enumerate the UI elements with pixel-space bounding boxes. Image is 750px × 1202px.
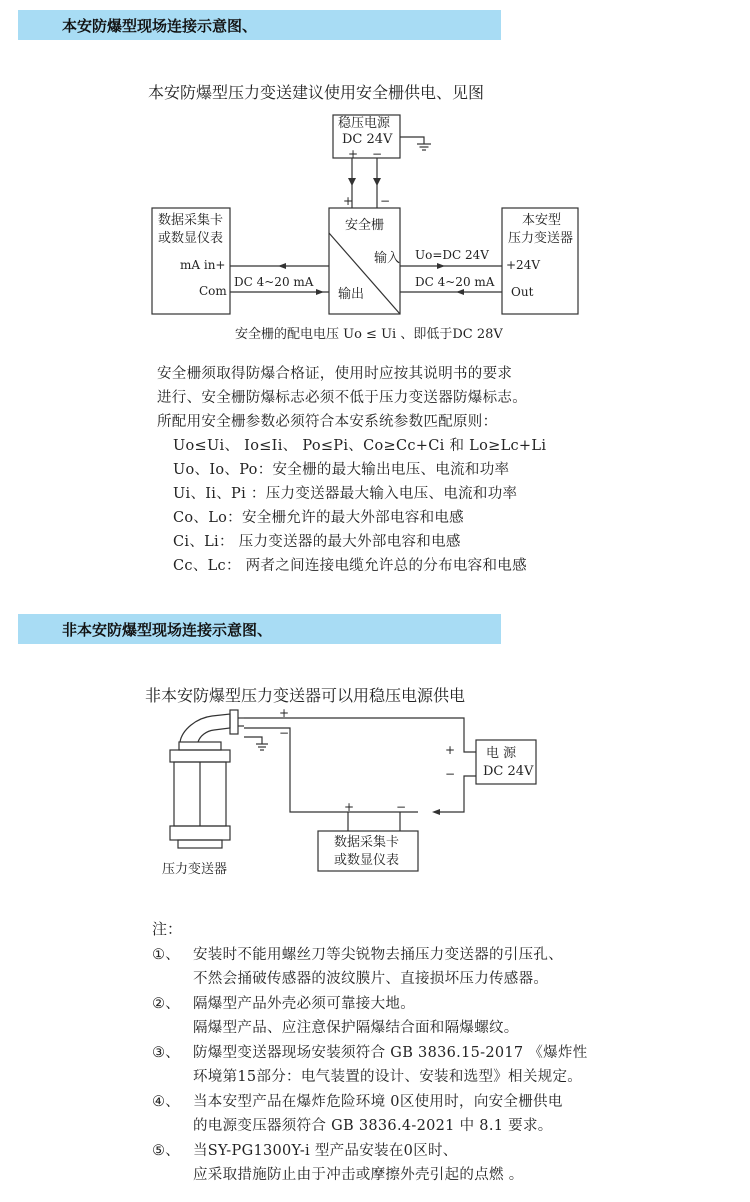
power-box-line2: DC 24V (342, 132, 393, 147)
notes-title: 注： (152, 920, 183, 938)
power2-minus: − (445, 767, 456, 781)
sensor-label: 压力变送器 (162, 862, 228, 877)
section2-heading: 非本安防爆型现场连接示意图、 (62, 621, 273, 639)
transmitter-box-line1: 本安型 (522, 213, 562, 228)
sensor-minus: − (279, 726, 290, 740)
note-number: ⑤、 (152, 1143, 181, 1159)
barrier-in-label: 输入 (374, 251, 401, 266)
dc-label-left: DC 4~20 mA (234, 275, 314, 289)
daq2-line2: 或数显仪表 (334, 853, 400, 868)
power-box-line1: 稳压电源 (338, 116, 391, 131)
note-line: 不然会捅破传感器的波纹膜片、直接损坏压力传感器。 (193, 971, 549, 987)
section1-banner (18, 10, 501, 40)
barrier-label: 安全栅 (345, 218, 385, 233)
wire-minus-to-daq (244, 728, 418, 812)
daq-box-line1: 数据采集卡 (158, 213, 224, 228)
daq-box-line2: 或数显仪表 (158, 231, 224, 246)
note-line: 的电源变压器须符合 GB 3836.4-2021 中 8.1 要求。 (193, 1118, 553, 1134)
section1-heading: 本安防爆型现场连接示意图、 (62, 17, 258, 35)
param-line: Ui、Ii、Pi ：压力变送器最大输入电压、电流和功率 (173, 486, 518, 502)
note-number: ③、 (152, 1045, 181, 1061)
param-line: Co、Lo：安全栅允许的最大外部电容和电感 (173, 510, 464, 526)
param-line: Uo≤Ui、 Io≤Ii、 Po≤Pi、Co≥Cc+Ci 和 Lo≥Lc+Li (173, 438, 547, 454)
wire-power-minus (440, 776, 476, 812)
section2-intro: 非本安防爆型压力变送器可以用稳压电源供电 (145, 686, 466, 705)
transmitter-box-line2: 压力变送器 (508, 231, 574, 246)
param-line: Ci、Li： 压力变送器的最大外部电容和电感 (173, 534, 461, 550)
power-plus: + (348, 147, 359, 161)
paragraph-line: 安全栅须取得防爆合格证，使用时应按其说明书的要求 (157, 366, 513, 382)
daq-ma-in: mA in+ (180, 258, 226, 272)
note-number: ②、 (152, 996, 181, 1012)
note-line: 当SY-PG1300Y-i 型产品安装在0区时、 (193, 1143, 458, 1159)
note-number: ④、 (152, 1094, 181, 1110)
note-line: 隔爆型产品、应注意保护隔爆结合面和隔爆螺纹。 (193, 1020, 519, 1036)
paragraph-line: 进行、安全栅防爆标志必须不低于压力变送器防爆标志。 (157, 390, 527, 406)
daq2-line1: 数据采集卡 (334, 835, 400, 850)
section2-banner (18, 614, 501, 644)
note-line: 隔爆型产品外壳必须可靠接大地。 (193, 996, 415, 1012)
note-line: 防爆型变送器现场安装须符合 GB 3836.15-2017 《爆炸性 (193, 1045, 588, 1061)
param-line: Uo、Io、Po：安全栅的最大输出电压、电流和功率 (173, 462, 510, 478)
power2-plus: + (445, 743, 456, 757)
param-line: Cc、Lc： 两者之间连接电缆允许总的分布电容和电感 (173, 558, 527, 574)
daq2-plus: + (344, 800, 355, 814)
dc-label-right: DC 4~20 mA (415, 275, 495, 289)
note-line: 安装时不能用螺丝刀等尖锐物去捅压力变送器的引压孔、 (193, 947, 563, 963)
uo-label: Uo=DC 24V (415, 248, 489, 262)
daq2-minus: − (396, 800, 407, 814)
paragraph-line: 所配用安全栅参数必须符合本安系统参数匹配原则： (157, 414, 498, 430)
section1-intro: 本安防爆型压力变送建议使用安全栅供电、见图 (148, 83, 485, 102)
power2-line2: DC 24V (483, 764, 534, 779)
note-line: 环境第15部分：电气装置的设计、安装和选型》相关规定。 (193, 1069, 583, 1085)
power-minus: − (372, 147, 383, 161)
sensor-plus: + (279, 706, 290, 720)
note-line: 当本安型产品在爆炸危险环境 0区使用时，向安全栅供电 (193, 1094, 563, 1110)
diagram1-caption: 安全栅的配电电压 Uo ≤ Ui 、即低于DC 28V (235, 327, 503, 342)
daq-com: Com (199, 284, 227, 298)
barrier-minus: − (380, 194, 391, 208)
note-number: ①、 (152, 947, 181, 963)
transmitter-24v: +24V (506, 258, 540, 272)
power2-line1: 电 源 (486, 746, 517, 761)
barrier-out-label: 输出 (338, 287, 365, 302)
pressure-transmitter-illustration (170, 710, 244, 848)
barrier-plus: + (343, 194, 354, 208)
transmitter-out: Out (511, 285, 534, 299)
note-line: 应采取措施防止由于冲击或摩擦外壳引起的点燃 。 (193, 1167, 524, 1183)
